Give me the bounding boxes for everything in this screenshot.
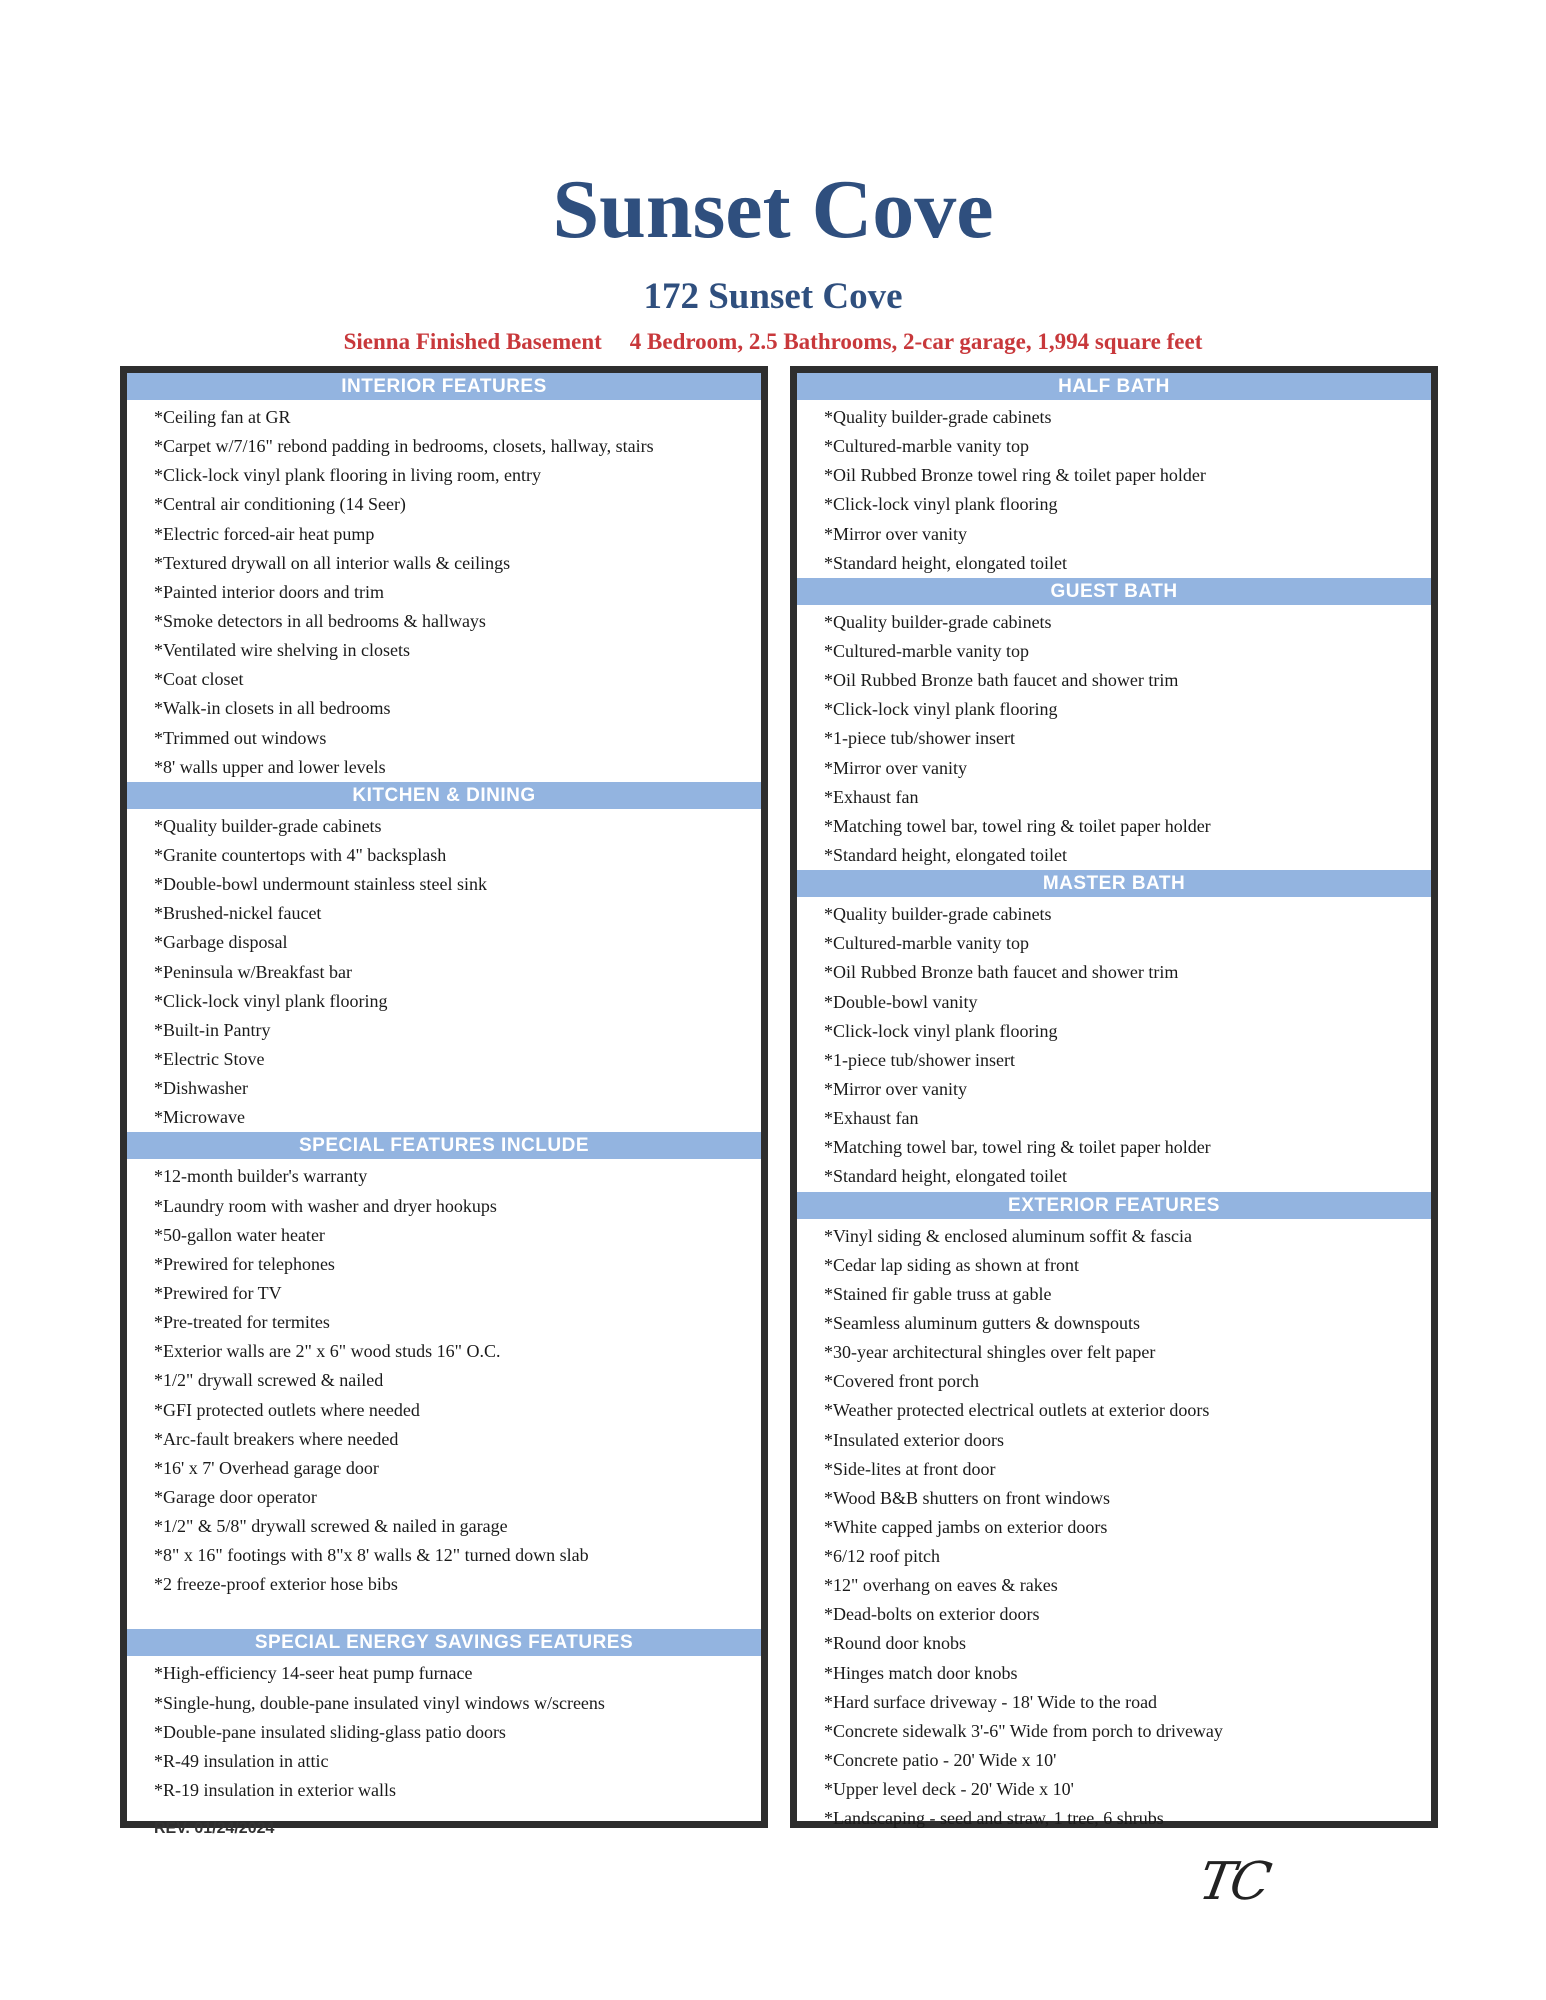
feature-item: *Seamless aluminum gutters & downspouts [824,1312,1140,1333]
section-heading-interior: INTERIOR FEATURES [127,373,761,400]
feature-item: *Prewired for TV [154,1282,282,1303]
left-feature-panel [120,366,768,1828]
feature-item: *Concrete sidewalk 3'-6" Wide from porch to driveway [824,1720,1223,1741]
feature-item: *6/12 roof pitch [824,1546,940,1567]
feature-item: *Concrete patio - 20' Wide x 10' [824,1750,1057,1771]
feature-item: *Cultured-marble vanity top [824,436,1029,457]
feature-item: *Brushed-nickel faucet [154,903,322,924]
feature-item: *Click-lock vinyl plank flooring [154,990,388,1011]
section-heading-exterior: EXTERIOR FEATURES [797,1192,1431,1219]
feature-item: *Wood B&B shutters on front windows [824,1487,1111,1508]
feature-item: *Insulated exterior doors [824,1429,1004,1450]
energy-features-list [127,1659,761,1805]
feature-item: *Electric Stove [154,1048,265,1069]
page-title: Sunset Cove [552,163,994,256]
feature-item: *Trimmed out windows [154,727,327,748]
feature-item: *2 freeze-proof exterior hose bibs [154,1574,398,1595]
feature-item: *Exhaust fan [824,786,919,807]
feature-item: *30-year architectural shingles over felt paper [824,1342,1156,1363]
feature-item: *Garage door operator [154,1486,317,1507]
revision-date: REV. 01/24/2024 [154,1820,275,1837]
feature-item: *Smoke detectors in all bedrooms & hallways [154,610,486,631]
feature-item: *Microwave [154,1107,245,1128]
feature-item: *Exhaust fan [824,1108,919,1129]
exterior-features-list [797,1222,1431,1834]
feature-item: *1-piece tub/shower insert [824,1049,1015,1070]
feature-item: *Quality builder-grade cabinets [824,611,1052,632]
feature-item: *Matching towel bar, towel ring & toilet paper holder [824,815,1211,836]
feature-item: *Built-in Pantry [154,1019,271,1040]
master-bath-features-list [797,900,1431,1191]
feature-item: *Double-bowl vanity [824,991,978,1012]
floor-plan-name: Sienna Finished Basement [343,329,602,354]
feature-item: *Quality builder-grade cabinets [154,815,382,836]
feature-item: *Click-lock vinyl plank flooring [824,699,1058,720]
section-heading-energy: SPECIAL ENERGY SAVINGS FEATURES [127,1629,761,1656]
feature-item: *Single-hung, double-pane insulated vinyl windows w/screens [154,1692,605,1713]
feature-item: *Mirror over vanity [824,757,967,778]
feature-item: *12-month builder's warranty [154,1166,368,1187]
feature-item: *Textured drywall on all interior walls & ceilings [154,552,511,573]
feature-item: *Oil Rubbed Bronze bath faucet and shower trim [824,962,1179,983]
section-heading-half-bath: HALF BATH [797,373,1431,400]
feature-item: *16' x 7' Overhead garage door [154,1457,379,1478]
interior-features-list [127,403,761,782]
kitchen-features-list [127,812,761,1133]
feature-item: *8" x 16" footings with 8"x 8' walls & 12" turned down slab [154,1545,589,1566]
feature-item: *Pre-treated for termites [154,1312,330,1333]
feature-item: *Laundry room with washer and dryer hookups [154,1195,497,1216]
feature-item: *Mirror over vanity [824,523,967,544]
section-heading-kitchen: KITCHEN & DINING [127,782,761,809]
feature-item: *Standard height, elongated toilet [824,1166,1067,1187]
feature-item: *Weather protected electrical outlets at exterior doors [824,1400,1210,1421]
feature-item: *Peninsula w/Breakfast bar [154,961,352,982]
feature-item: *Exterior walls are 2" x 6" wood studs 16" O.C. [154,1341,501,1362]
feature-item: *Granite countertops with 4" backsplash [154,844,447,865]
guest-bath-features-list [797,608,1431,870]
feature-item: *8' walls upper and lower levels [154,756,386,777]
feature-item: *Vinyl siding & enclosed aluminum soffit & fascia [824,1225,1193,1246]
feature-item: *Double-pane insulated sliding-glass patio doors [154,1721,506,1742]
feature-item: *Quality builder-grade cabinets [824,904,1052,925]
feature-item: *Standard height, elongated toilet [824,552,1067,573]
handwritten-initials: TC [1194,1852,1272,1912]
feature-item: *1/2" drywall screwed & nailed [154,1370,384,1391]
property-address: 172 Sunset Cove [643,276,903,317]
feature-item: *R-19 insulation in exterior walls [154,1780,396,1801]
feature-item: *Cultured-marble vanity top [824,640,1029,661]
feature-item: *Electric forced-air heat pump [154,523,375,544]
feature-item: *Hinges match door knobs [824,1662,1018,1683]
feature-item: *Click-lock vinyl plank flooring [824,494,1058,515]
half-bath-features-list [797,403,1431,578]
feature-item: *Oil Rubbed Bronze towel ring & toilet paper holder [824,465,1206,486]
feature-item: *R-49 insulation in attic [154,1750,329,1771]
feature-item: *Dead-bolts on exterior doors [824,1604,1040,1625]
feature-item: *50-gallon water heater [154,1224,325,1245]
feature-item: *Dishwasher [154,1078,248,1099]
feature-item: *12" overhang on eaves & rakes [824,1575,1058,1596]
feature-item: *Click-lock vinyl plank flooring in living room, entry [154,465,541,486]
feature-item: *Arc-fault breakers where needed [154,1428,399,1449]
feature-item: *Carpet w/7/16" rebond padding in bedrooms, closets, hallway, stairs [154,436,654,457]
feature-item: *Round door knobs [824,1633,967,1654]
feature-item: *Prewired for telephones [154,1253,335,1274]
feature-item: *Matching towel bar, towel ring & toilet paper holder [824,1137,1211,1158]
feature-item: *Walk-in closets in all bedrooms [154,698,391,719]
right-feature-panel [790,366,1438,1828]
feature-item: *Cedar lap siding as shown at front [824,1254,1079,1275]
feature-item: *Side-lites at front door [824,1458,996,1479]
feature-item: *Hard surface driveway - 18' Wide to the road [824,1691,1158,1712]
feature-item: *Landscaping - seed and straw, 1 tree, 6 shrubs [824,1808,1164,1829]
feature-item: *Upper level deck - 20' Wide x 10' [824,1779,1074,1800]
section-heading-master-bath: MASTER BATH [797,870,1431,897]
feature-item: *High-efficiency 14-seer heat pump furnace [154,1663,473,1684]
feature-item: *Ventilated wire shelving in closets [154,640,410,661]
feature-item: *Quality builder-grade cabinets [824,407,1052,427]
feature-item: *Covered front porch [824,1371,979,1392]
feature-item: *White capped jambs on exterior doors [824,1516,1108,1537]
property-specs: 4 Bedroom, 2.5 Bathrooms, 2-car garage, 1,994 square feet [629,329,1203,354]
feature-item: *1-piece tub/shower insert [824,728,1015,749]
feature-item: *Stained fir gable truss at gable [824,1283,1052,1304]
feature-item: *Oil Rubbed Bronze bath faucet and shower trim [824,670,1179,691]
feature-item: *Mirror over vanity [824,1078,967,1099]
feature-item: *Standard height, elongated toilet [824,844,1067,865]
feature-item: *1/2" & 5/8" drywall screwed & nailed in garage [154,1516,508,1537]
feature-item: *Central air conditioning (14 Seer) [154,494,406,515]
property-summary [0,330,1546,353]
special-features-list [127,1162,761,1599]
section-heading-guest-bath: GUEST BATH [797,578,1431,605]
section-heading-special: SPECIAL FEATURES INCLUDE [127,1132,761,1159]
feature-item: *Garbage disposal [154,932,288,953]
feature-item: *Click-lock vinyl plank flooring [824,1020,1058,1041]
feature-item: *Coat closet [154,669,244,690]
feature-item: *Double-bowl undermount stainless steel sink [154,874,487,895]
feature-item: *Painted interior doors and trim [154,581,384,602]
feature-item: *GFI protected outlets where needed [154,1399,420,1420]
feature-item: *Cultured-marble vanity top [824,933,1029,954]
feature-item: *Ceiling fan at GR [154,407,291,427]
